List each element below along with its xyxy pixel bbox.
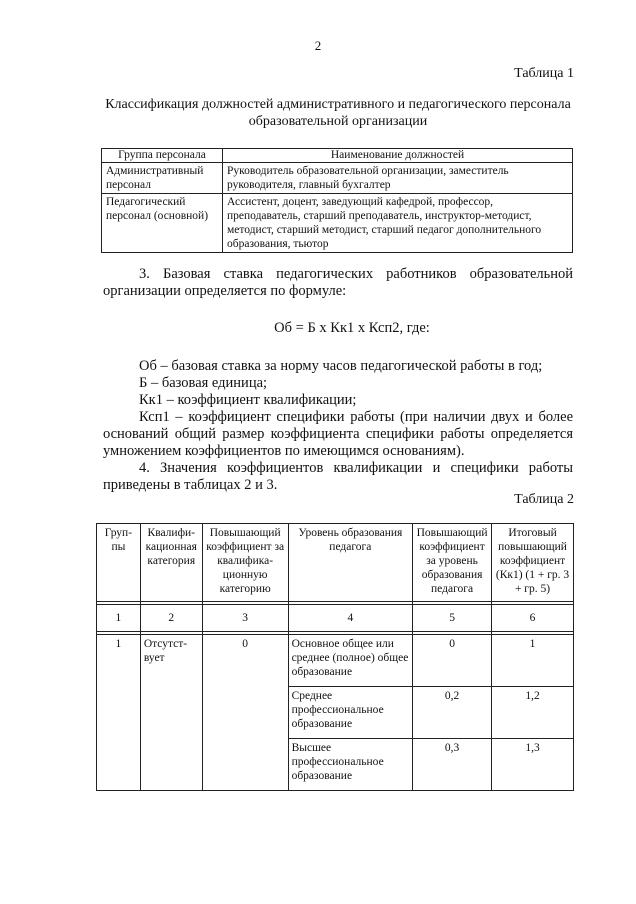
table2-cell-education-coef: 0,2: [413, 687, 492, 739]
column-number: 6: [492, 605, 574, 632]
definition-b: Б – базовая единица;: [139, 375, 268, 391]
column-number: 1: [97, 605, 141, 632]
table2-cell-education-level: Высшее профессиональное образование: [288, 739, 413, 791]
table2-cell-category: Отсутст-вует: [140, 635, 202, 791]
table1-header-group: Группа персонала: [102, 149, 223, 163]
table1-cell-positions: Руководитель образовательной организации, заместитель руководителя, главный бухгалтер: [223, 163, 573, 194]
qualification-coefficient-table: [96, 523, 574, 791]
table2-cell-education-level: Среднее профессиональное образование: [288, 687, 413, 739]
table-row: [102, 163, 573, 194]
body-text: [103, 266, 573, 494]
table2-header-total-coef: Итоговый повышающий коэффициент (Кк1) (1 + гр. 3 + гр. 5): [492, 524, 574, 602]
document-title: [90, 96, 586, 130]
column-number: 3: [202, 605, 288, 632]
table2-header-education-level: Уровень образования педагога: [288, 524, 413, 602]
staff-classification-table: [101, 148, 573, 253]
table1-cell-positions: Ассистент, доцент, заведующий кафедрой, профессор, преподаватель, старший преподаватель, инструктор-методист, методист, старший методист, старший педагог дополнительного образования, тьютор: [223, 194, 573, 253]
table2-cell-education-coef: 0: [413, 635, 492, 687]
table2-header-category-coef: Повышающий коэффициент за квалифика-ционную категорию: [202, 524, 288, 602]
table1-header-positions: Наименование должностей: [223, 149, 573, 163]
table2-header-groups: Груп-пы: [97, 524, 141, 602]
column-number: 5: [413, 605, 492, 632]
table2-column-numbers: [97, 605, 574, 632]
table2-caption: Таблица 2: [514, 492, 574, 507]
title-line-1: Классификация должностей административного и педагогического персонала: [105, 97, 571, 112]
table1-cell-group: Педагогический персонал (основной): [102, 194, 223, 253]
table1-header-row: [102, 149, 573, 163]
table2-header-education-coef: Повышающий коэффициент за уровень образования педагога: [413, 524, 492, 602]
table2-cell-group: 1: [97, 635, 141, 791]
table2-cell-education-coef: 0,3: [413, 739, 492, 791]
table1-caption: Таблица 1: [514, 66, 574, 81]
table-row: [102, 194, 573, 253]
table2-header-row: [97, 524, 574, 602]
table2-cell-total-coef: 1: [492, 635, 574, 687]
column-number: 4: [288, 605, 413, 632]
definition-kk1: Кк1 – коэффициент квалификации;: [139, 392, 357, 408]
definition-ksp1: Ксп1 – коэффициент специфики работы (при наличии двух и более оснований общий размер коэффициента специфики работы определяется умножением коэффициентов по имеющимся основаниям).: [103, 409, 573, 459]
table2-header-category: Квалифи-кационная категория: [140, 524, 202, 602]
table2-cell-total-coef: 1,3: [492, 739, 574, 791]
table2-cell-education-level: Основное общее или среднее (полное) общее образование: [288, 635, 413, 687]
paragraph-3: 3. Базовая ставка педагогических работников образовательной организации определяется по формуле:: [103, 266, 573, 299]
paragraph-4: 4. Значения коэффициентов квалификации и специфики работы приведены в таблицах 2 и 3.: [103, 460, 573, 493]
column-number: 2: [140, 605, 202, 632]
table2-cell-category-coef: 0: [202, 635, 288, 791]
title-line-2: образовательной организации: [248, 114, 428, 129]
page-number: 2: [314, 38, 322, 53]
formula: Об = Б х Кк1 х Ксп2, где:: [274, 320, 430, 336]
table-row: [97, 635, 574, 687]
definition-ob: Об – базовая ставка за норму часов педагогической работы в год;: [139, 358, 543, 374]
table2-cell-total-coef: 1,2: [492, 687, 574, 739]
table1-cell-group: Административный персонал: [102, 163, 223, 194]
